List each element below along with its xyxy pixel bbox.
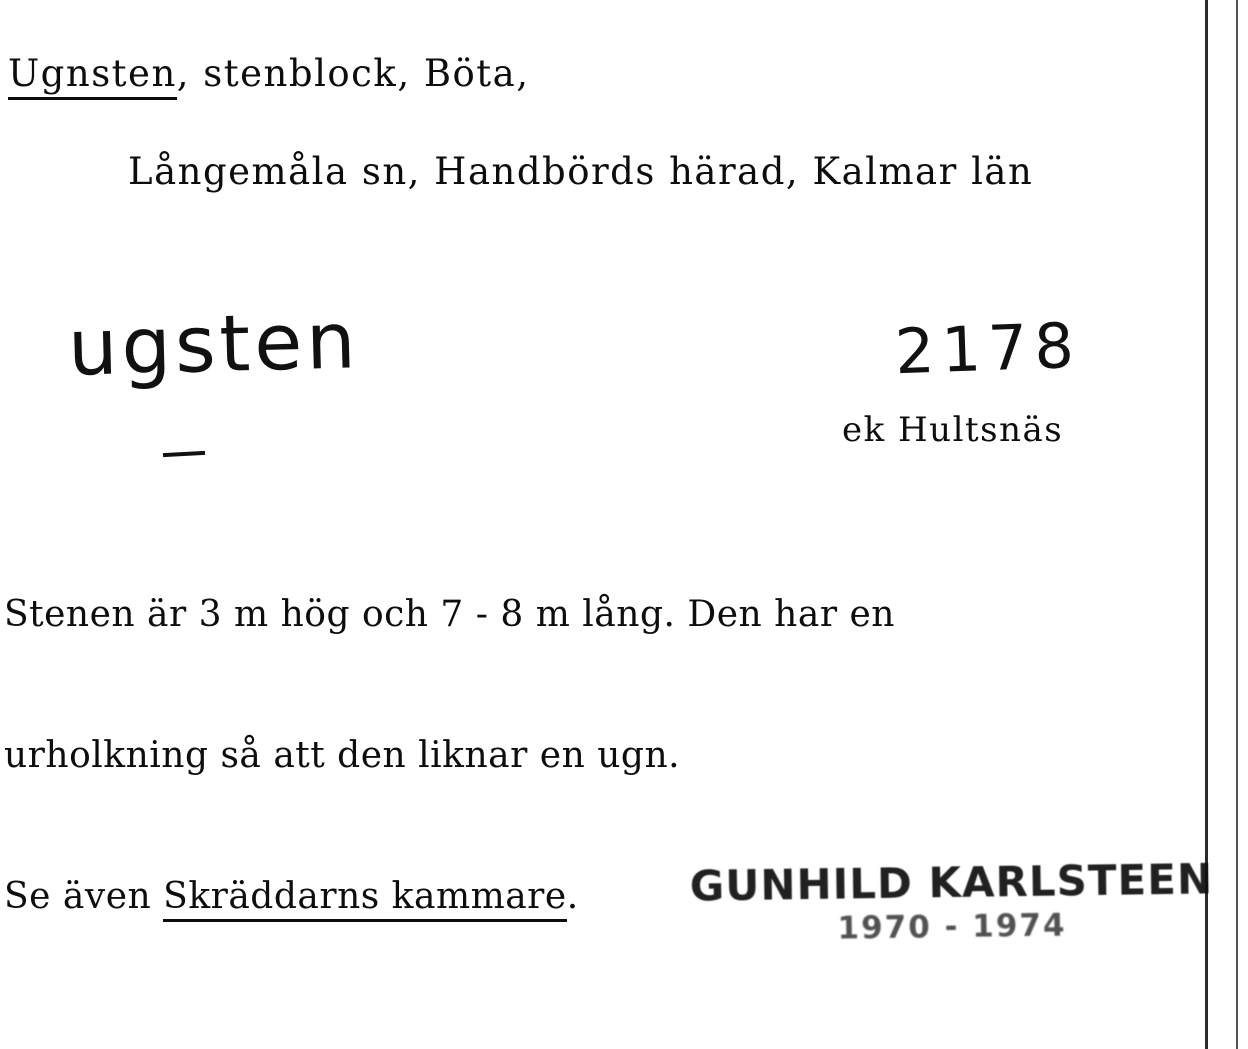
headword-rest: , stenblock, Böta, [176,52,530,95]
handwritten-underline [163,451,205,457]
map-reference: ek Hultsnäs [842,410,1064,450]
archivist-stamp [689,854,1214,948]
description-line-3: Se även Skräddarns kammare. [4,873,895,920]
location-line: Långemåla sn, Handbörds härad, Kalmar län [128,150,1034,193]
description-line-2: urholkning så att den liknar en ugn. [4,735,681,776]
description-line-1: Stenen är 3 m hög och 7 - 8 m lång. Den har en [4,594,895,635]
scan-edge-line-outer [1236,0,1238,1049]
stamp-years: 1970 - 1974 [837,907,1067,947]
see-also-term: Skräddarns kammare [163,876,567,922]
handwritten-number: 2178 [893,308,1083,389]
headword-term: Ugnsten [8,52,177,100]
handwritten-word: ugsten [66,296,361,394]
stamp-name: GUNHILD KARLSTEEN [689,854,1214,911]
headword-line [8,52,530,95]
